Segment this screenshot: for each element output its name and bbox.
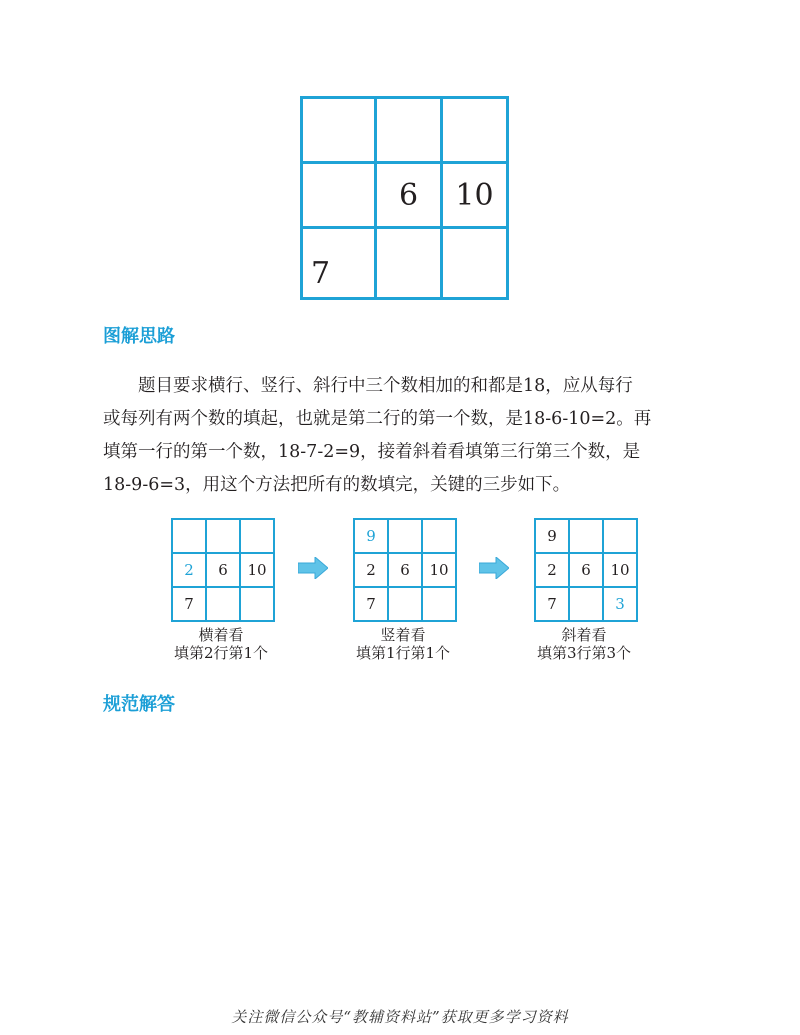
grid-cell bbox=[569, 587, 603, 621]
step-grid-2 bbox=[353, 518, 457, 622]
grid-cell bbox=[206, 519, 240, 553]
section-heading-answer: 规范解答 bbox=[103, 694, 175, 715]
grid-row bbox=[535, 553, 637, 587]
right-arrow-icon bbox=[479, 557, 509, 579]
paragraph-line: 或每列有两个数的填起，也就是第二行的第一个数，是18-6-10=2。再 bbox=[103, 409, 652, 429]
caption-line: 填第1行第1个 bbox=[355, 644, 451, 662]
step-grid-1 bbox=[171, 518, 275, 622]
paragraph-line: 题目要求横行、竖行、斜行中三个数相加的和都是18，应从每行 bbox=[138, 376, 633, 396]
grid-row bbox=[302, 163, 508, 228]
caption-line: 填第2行第1个 bbox=[173, 644, 269, 662]
grid-row bbox=[302, 228, 508, 299]
explanation-paragraph bbox=[103, 370, 703, 502]
grid-cell bbox=[422, 587, 456, 621]
grid-cell: 10 bbox=[603, 553, 637, 587]
grid-cell: 10 bbox=[240, 553, 274, 587]
grid-cell bbox=[376, 228, 442, 299]
grid-cell bbox=[422, 519, 456, 553]
grid-cell: 6 bbox=[206, 553, 240, 587]
grid-row bbox=[172, 519, 274, 553]
caption-line: 竖着看 bbox=[380, 626, 426, 644]
grid-cell bbox=[603, 519, 637, 553]
grid-row bbox=[354, 553, 456, 587]
grid-row bbox=[535, 519, 637, 553]
grid-cell: 6 bbox=[569, 553, 603, 587]
grid-cell: 7 bbox=[535, 587, 569, 621]
grid-cell-highlight: 3 bbox=[603, 587, 637, 621]
caption-line: 斜着看 bbox=[561, 626, 607, 644]
grid-cell: 2 bbox=[535, 553, 569, 587]
grid-cell bbox=[302, 98, 376, 163]
grid-cell: 6 bbox=[388, 553, 422, 587]
footer-note: 关注微信公众号“教辅资料站”获取更多学习资料 bbox=[231, 1008, 569, 1026]
grid-row bbox=[535, 587, 637, 621]
grid-cell: 7 bbox=[172, 587, 206, 621]
grid-cell: 7 bbox=[302, 228, 376, 299]
right-arrow-icon bbox=[298, 557, 328, 579]
caption-line: 填第3行第3个 bbox=[536, 644, 632, 662]
step-caption-1 bbox=[161, 626, 281, 662]
step-grid-3 bbox=[534, 518, 638, 622]
grid-row bbox=[172, 587, 274, 621]
grid-cell bbox=[240, 587, 274, 621]
grid-cell: 2 bbox=[354, 553, 388, 587]
grid-cell bbox=[388, 519, 422, 553]
step-caption-3 bbox=[524, 626, 644, 662]
grid-cell bbox=[388, 587, 422, 621]
grid-cell bbox=[302, 163, 376, 228]
paragraph-line: 18-9-6=3，用这个方法把所有的数填完，关键的三步如下。 bbox=[103, 475, 571, 495]
grid-row bbox=[172, 553, 274, 587]
grid-cell bbox=[206, 587, 240, 621]
grid-cell bbox=[172, 519, 206, 553]
grid-cell: 7 bbox=[354, 587, 388, 621]
grid-cell: 6 bbox=[376, 163, 442, 228]
grid-cell-highlight: 2 bbox=[172, 553, 206, 587]
grid-cell: 9 bbox=[535, 519, 569, 553]
step-caption-2 bbox=[343, 626, 463, 662]
grid-cell bbox=[442, 98, 508, 163]
grid-cell bbox=[240, 519, 274, 553]
grid-cell: 10 bbox=[422, 553, 456, 587]
section-heading-analysis: 图解思路 bbox=[103, 326, 175, 347]
main-magic-square bbox=[300, 96, 509, 300]
paragraph-line: 填第一行的第一个数，18-7-2=9，接着斜着看填第三行第三个数，是 bbox=[103, 442, 641, 462]
grid-row bbox=[302, 98, 508, 163]
grid-cell: 10 bbox=[442, 163, 508, 228]
grid-cell-highlight: 9 bbox=[354, 519, 388, 553]
grid-row bbox=[354, 587, 456, 621]
grid-cell bbox=[442, 228, 508, 299]
grid-row bbox=[354, 519, 456, 553]
caption-line: 横着看 bbox=[198, 626, 244, 644]
grid-cell bbox=[376, 98, 442, 163]
grid-cell bbox=[569, 519, 603, 553]
